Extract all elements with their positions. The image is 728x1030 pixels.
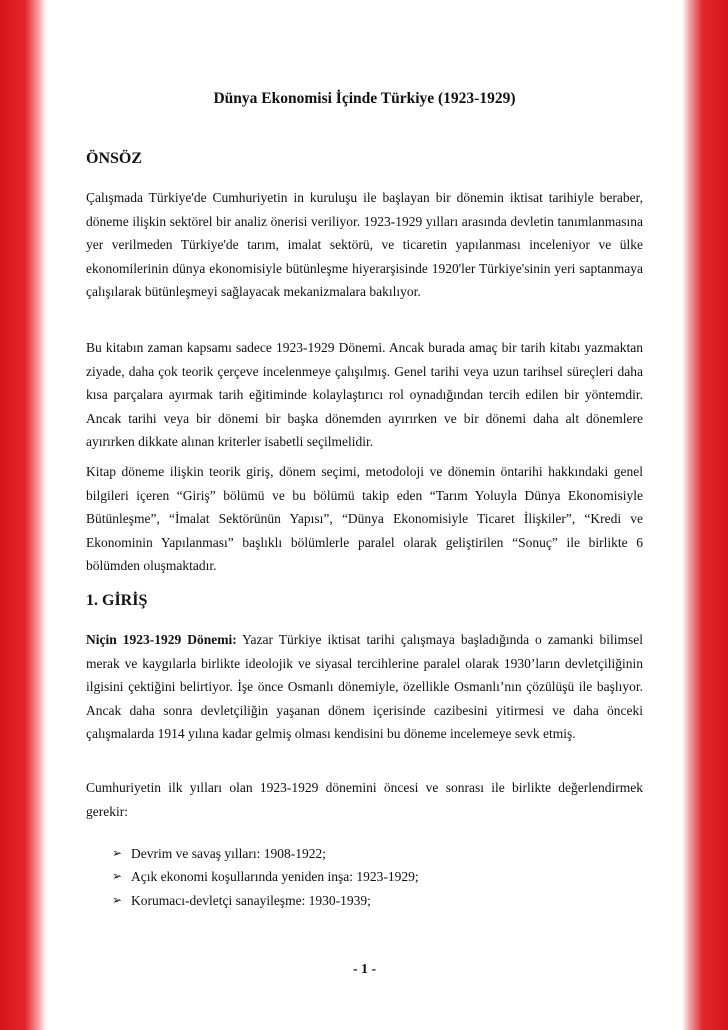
period-list: [86, 842, 643, 912]
intro-lead-bold: Niçin 1923-1929 Dönemi:: [86, 632, 237, 647]
arrowhead-bullet-icon: ➢: [112, 892, 123, 907]
preface-paragraph-3: Kitap döneme ilişkin teorik giriş, dönem seçimi, metodoloji ve dönemin öntarihi hakkındaki genel bilgileri içeren “Giriş” bölümü ve bu bölümü takip eden “Tarım Yoluyla Dünya Ekonomisiyle Bütünleşme”, “İmalat Sektörünün Yapısı”, “Dünya Ekonomisiyle Ticaret İlişkiler”, “Kredi ve Ekonominin Yapılanması” başlıklı bölümlerle paralel olarak geliştirilen “Sonuç” ile birlikte 6 bölümden oluşmaktadır.: [86, 464, 643, 574]
page-number: - 1 -: [352, 962, 377, 977]
list-item: ➢ Devrim ve savaş yılları: 1908-1922;: [86, 842, 643, 865]
list-item: ➢ Korumacı-devletçi sanayileşme: 1930-1939;: [86, 889, 643, 912]
intro-lead-text: Yazar Türkiye iktisat tarihi çalışmaya başladığında o zamanki bilimsel merak ve kaygılarla birlikte ideolojik ve siyasal tercihlerine paralel olarak 1930’ların devletçiliğinin ilgisini çektiğini belirtiyor. İşe önce Osmanlı dönemiyle, özellikle Osmanlı’nın çözülüşü ile başlıyor. Ancak daha sonra devletçiliğin yaşanan dönem içerisinde cazibesini yitirmesi ve daha önceki çalışmalarda 1914 yılına kadar gelmiş olması kendisini bu döneme incelemeye sevk etmiş.: [86, 632, 643, 742]
arrowhead-bullet-icon: ➢: [112, 869, 123, 884]
list-item: ➢ Açık ekonomi koşullarında yeniden inşa: 1923-1929;: [86, 865, 643, 888]
preface-heading: ÖNSÖZ: [86, 150, 143, 167]
intro-heading: 1. GİRİŞ: [86, 592, 148, 609]
document-page: [86, 0, 643, 1030]
right-red-border: [682, 0, 728, 1030]
left-red-border: [0, 0, 46, 1030]
arrowhead-bullet-icon: ➢: [112, 846, 123, 860]
preface-paragraph-1: Çalışmada Türkiye'de Cumhuriyetin in kuruluşu ile başlayan bir dönemin iktisat tarihiyle beraber, döneme ilişkin sektörel bir analiz önerisi veriliyor. 1923-1929 yılları arasında devletin tanımlanmasına yer verilmeden Türkiye'de tarım, imalat sektörü, ve ticaretin yapılanması inceleniyor ve ülke ekonomilerinin dünya ekonomisiyle bütünleşme hiyerarşisinde 1920'ler Türkiye'sinin yeri saptanmaya çalışılarak bütünleşmeyi sağlayacak mekanizmalara bakılıyor.: [86, 190, 643, 300]
intro-paragraph-1: [86, 628, 643, 746]
intro-paragraph-2: Cumhuriyetin ilk yılları olan 1923-1929 dönemini öncesi ve sonrası ile birlikte değerlendirmek gerekir:: [86, 780, 643, 819]
document-title: Dünya Ekonomisi İçinde Türkiye (1923-1929): [213, 90, 516, 107]
preface-paragraph-2: Bu kitabın zaman kapsamı sadece 1923-1929 Dönemi. Ancak burada amaç bir tarih kitabı yazmaktan ziyade, daha çok teorik çerçeve incelenmeye çalışılmış. Genel tarihi veya uzun tarihsel süreçleri daha kısa parçalara ayırmak tarih eğitiminde kolaylaştırıcı rol oynadığından tercih edilen bir yöntemdir. Ancak tarihi veya bir dönemi bir başka dönemden ayırırken ve bir dönemi daha alt dönemlere ayırırken dikkate alınan kriterler isabetli seçilmelidir.: [86, 340, 643, 450]
